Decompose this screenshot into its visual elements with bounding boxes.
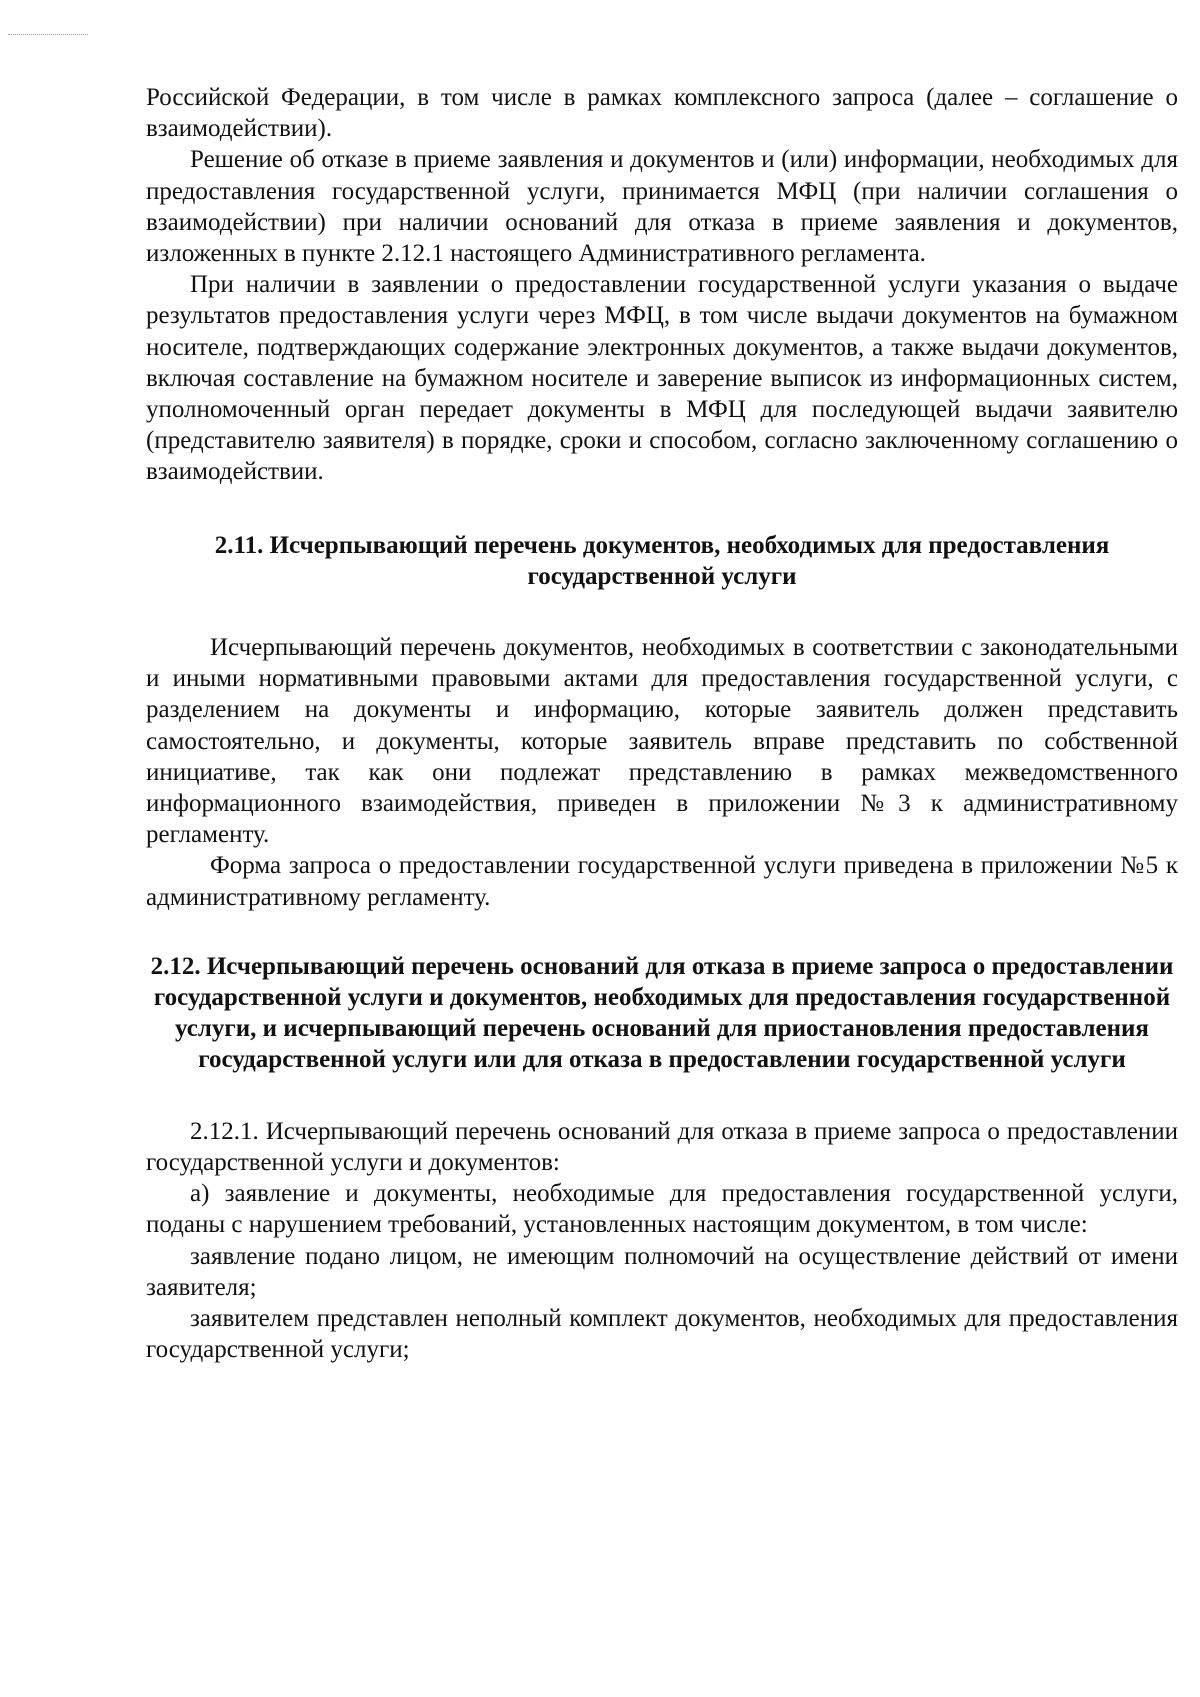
list-item-no-authority: заявление подано лицом, не имеющим полномочий на осуществление действий от имени заявителя;: [146, 1242, 1178, 1301]
paragraph-refusal-decision: Решение об отказе в приеме заявления и документов и (или) информации, необходимых для предоставления государственной услуги, принимается МФЦ (при наличии соглашения о взаимодействии) при наличии оснований для отказа в приеме заявления и документов, изложенных в пункте 2.12.1 настоящего Административного регламента.: [146, 146, 1178, 268]
scan-artifact: [8, 34, 88, 36]
section-heading-2-11: 2.11. Исчерпывающий перечень документов, необходимых для предоставления государственной услуги: [214, 531, 1110, 590]
list-item-a: а) заявление и документы, необходимые для предоставления государственной услуги, поданы с нарушением требований, установленных настоящим документом, в том числе:: [146, 1180, 1178, 1239]
paragraph-agreement-continuation: Российской Федерации, в том числе в рамках комплексного запроса (далее – соглашение о взаимодействии).: [146, 84, 1178, 143]
list-item-incomplete-set: заявителем представлен неполный комплект документов, необходимых для предоставления государственной услуги;: [146, 1304, 1178, 1364]
section-heading-2-12: 2.12. Исчерпывающий перечень оснований для отказа в приеме запроса о предоставлении государственной услуги и документов, необходимых для предоставления государственной услуги, и исчерпывающий перечень оснований для приостановления предоставления государственной услуги или для отказа в предоставлении государственной услуги: [150, 952, 1174, 1074]
paragraph-request-form: Форма запроса о предоставлении государственной услуги приведена в приложении №5 к административному регламенту.: [146, 852, 1178, 911]
document-body: [146, 82, 1178, 1365]
paragraph-mfc-issuance: При наличии в заявлении о предоставлении государственной услуги указания о выдаче результатов предоставления услуги через МФЦ, в том числе выдачи документов на бумажном носителе, подтверждающих содержание электронных документов, а также выдачи документов, включая составление на бумажном носителе и заверение выписок из информационных систем, уполномоченный орган передает документы в МФЦ для последующей выдачи заявителю (представителю заявителя) в порядке, сроки и способом, согласно заключенному соглашению о взаимодействии.: [146, 271, 1178, 486]
paragraph-document-list: Исчерпывающий перечень документов, необходимых в соответствии с законодательными и иными нормативными правовыми актами для предоставления государственной услуги, с разделением на документы и информацию, которые заявитель должен представить самостоятельно, и документы, которые заявитель вправе представить по собственной инициативе, так как они подлежат представлению в рамках межведомственного информационного взаимодействия, приведен в приложении №3 к административному регламенту.: [146, 634, 1178, 849]
paragraph-2-12-1: 2.12.1. Исчерпывающий перечень оснований для отказа в приеме запроса о предоставлении государственной услуги и документов:: [146, 1117, 1178, 1176]
